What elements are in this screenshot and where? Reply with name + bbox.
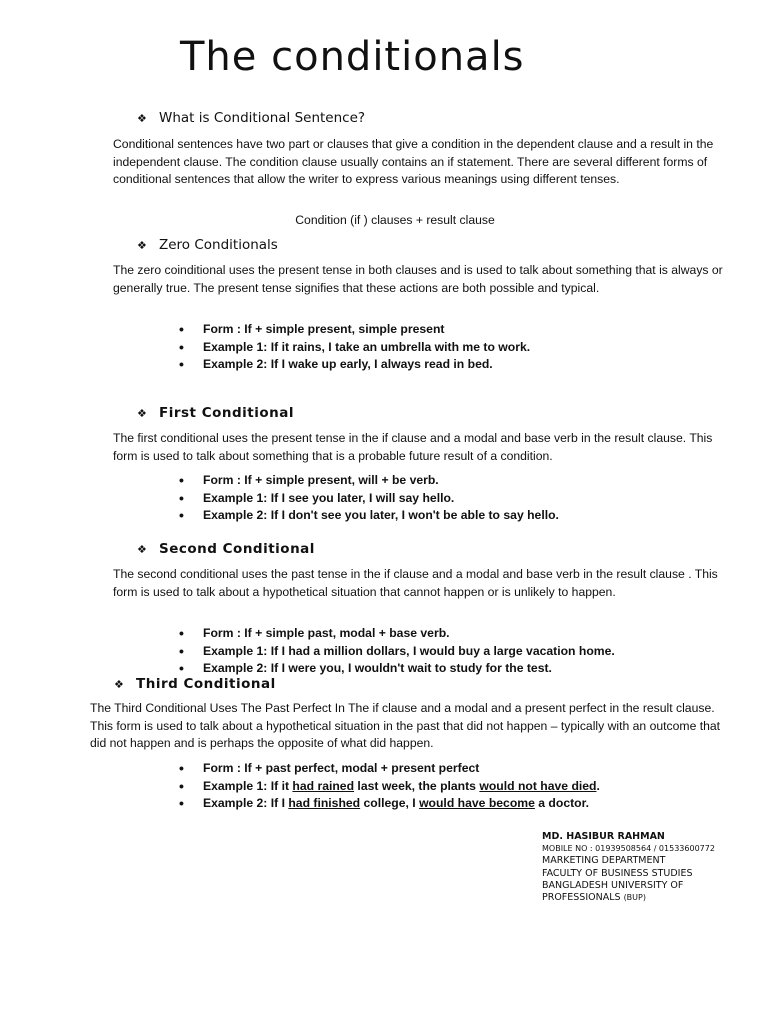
signature-block xyxy=(542,831,715,904)
example-text: Example 1: If it xyxy=(203,778,293,793)
list-item: • Example 1: If it rains, I take an umbrella with me to work. xyxy=(179,339,530,357)
page-title: The conditionals xyxy=(180,34,525,80)
example-text: a doctor. xyxy=(534,796,590,810)
example-text: Example 2: If I xyxy=(203,796,289,810)
list-item: • Example 2: If I wake up early, I always read in bed. xyxy=(179,356,530,374)
list-item: • Example 1: If I had a million dollars, I would buy a large vacation home. xyxy=(179,643,615,661)
section-heading-first xyxy=(137,405,294,421)
bullet-list-first xyxy=(179,472,559,525)
list-item: • Example 2: If I don't see you later, I won't be able to say hello. xyxy=(179,507,559,525)
list-item: • Form : If + past perfect, modal + present perfect xyxy=(179,760,600,778)
paragraph-second: The second conditional uses the past tense in the if clause and a modal and base verb in the result clause . This form is used to talk about a hypothetical situation that cannot happen or is unlikely to happen. xyxy=(113,567,718,599)
list-item: • Form : If + simple present, simple present xyxy=(179,321,530,339)
example-text: last week, the plants xyxy=(354,778,480,793)
list-item: • Example 1: If I see you later, I will say hello. xyxy=(179,490,559,508)
bullet-list-third xyxy=(179,760,600,813)
heading-text: Third Conditional xyxy=(136,676,276,692)
bullet-list-zero xyxy=(179,321,530,374)
department: MARKETING DEPARTMENT xyxy=(542,855,666,867)
section-heading-second xyxy=(137,541,315,557)
bullet-list-second xyxy=(179,625,615,678)
university-line2 xyxy=(542,892,715,904)
diamond-bullet-icon: ❖ xyxy=(137,111,147,125)
underlined-phrase: had finished xyxy=(288,796,361,810)
paragraph-zero: The zero coinditional uses the present tense in both clauses and is used to talk about something that is always or generally true. The present tense signifies that these actions are both possible and typical. xyxy=(113,263,723,295)
example-text: college, I xyxy=(360,796,420,810)
list-item: • Example 2: If I were you, I wouldn't wait to study for the test. xyxy=(179,660,615,678)
university-name: PROFESSIONALS xyxy=(542,892,624,904)
formula-line: Condition (if ) clauses + result clause xyxy=(295,213,495,227)
diamond-bullet-icon: ❖ xyxy=(137,542,148,556)
heading-text: Second Conditional xyxy=(159,541,315,557)
author-name: MD. HASIBUR RAHMAN xyxy=(542,831,665,842)
underlined-phrase: would not have died xyxy=(479,778,597,793)
list-item xyxy=(179,795,600,813)
list-item xyxy=(179,778,600,796)
faculty: FACULTY OF BUSINESS STUDIES xyxy=(542,867,693,879)
underlined-phrase: would have become xyxy=(419,796,535,810)
heading-text: Zero Conditionals xyxy=(159,237,278,253)
list-item: • Form : If + simple present, will + be verb. xyxy=(179,472,559,490)
section-heading-third xyxy=(114,676,276,692)
section-heading-what xyxy=(137,110,365,126)
university-line1: BANGLADESH UNIVERSITY OF xyxy=(542,879,684,891)
paragraph-third: The Third Conditional Uses The Past Perfect In The if clause and a modal and a present perfect in the result clause. This form is used to talk about a hypothetical situation in the past that did not happen – typically with an outcome that did not happen and is perhaps the opposite of what did happen. xyxy=(90,701,721,750)
heading-text: First Conditional xyxy=(159,405,294,421)
paragraph-first: The first conditional uses the present tense in the if clause and a modal and base verb in the result clause. This form is used to talk about something that is a probable future result of a condition. xyxy=(113,431,713,463)
university-abbr: (BUP) xyxy=(623,893,646,903)
heading-text: What is Conditional Sentence? xyxy=(159,110,366,126)
section-heading-zero xyxy=(137,237,278,253)
underlined-phrase: had rained xyxy=(292,778,355,793)
diamond-bullet-icon: ❖ xyxy=(114,677,125,691)
list-item: • Form : If + simple past, modal + base verb. xyxy=(179,625,615,643)
paragraph-what: Conditional sentences have two part or clauses that give a condition in the dependent clause and a result in the independent clause. The condition clause usually contains an if statement. There are several different forms of conditional sentences that allow the writer to express various meanings using different tenses. xyxy=(113,137,714,186)
mobile-number: MOBILE NO : 01939508564 / 01533600772 xyxy=(542,844,715,854)
diamond-bullet-icon: ❖ xyxy=(137,406,148,420)
diamond-bullet-icon: ❖ xyxy=(137,238,147,252)
example-text: . xyxy=(596,778,600,793)
